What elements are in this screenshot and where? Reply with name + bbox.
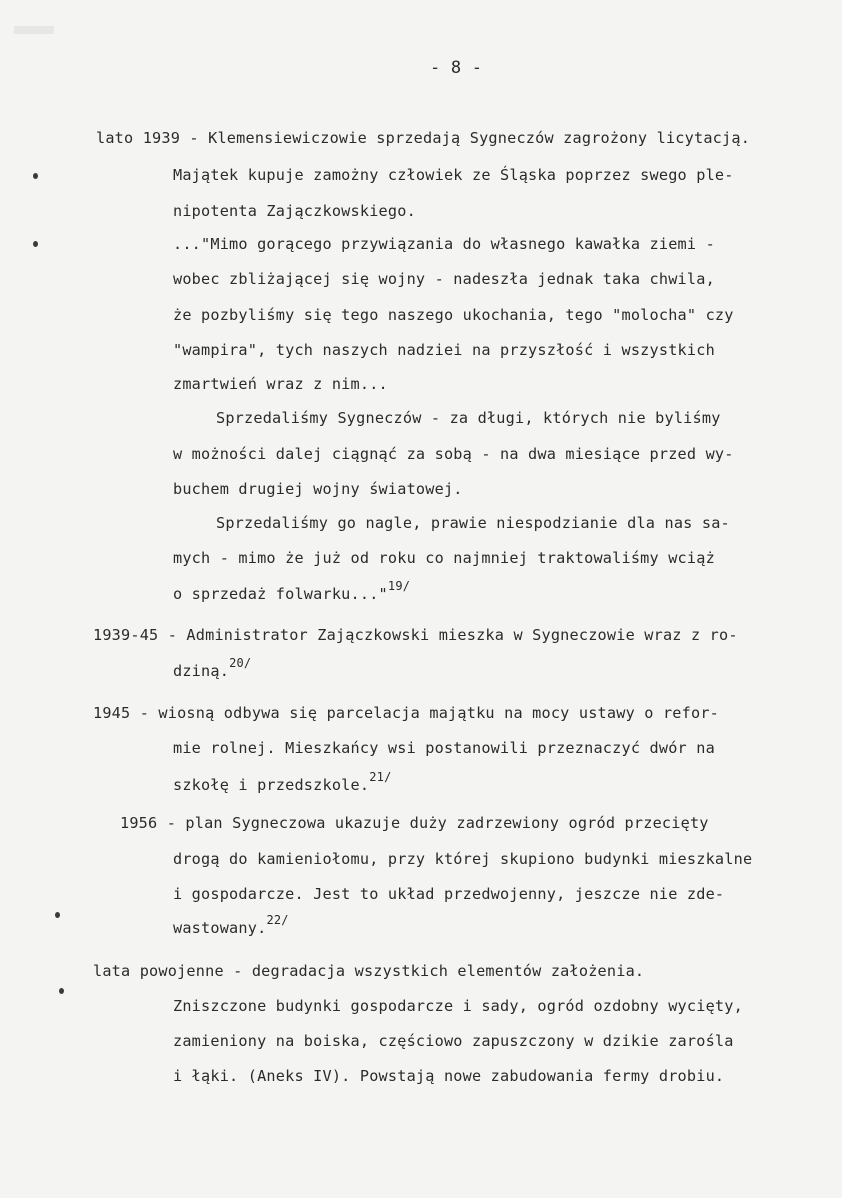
text-line: ..."Mimo gorącego przywiązania do własnego kawałka ziemi - [173,235,715,253]
text-line: Sprzedaliśmy Sygneczów - za długi, których nie byliśmy [216,409,721,427]
text-line: zamieniony na boiska, częściowo zapuszczony w dzikie zarośla [173,1032,734,1050]
text-line: i gospodarcze. Jest to układ przedwojenny, jeszcze nie zde- [173,885,725,903]
page-number: - 8 - [430,58,483,78]
margin-dot [59,988,64,994]
footnote-21: 21/ [369,770,392,784]
text-line: lato 1939 - Klemensiewiczowie sprzedają Sygneczów zagrożony licytacją. [96,129,751,147]
text-line-with-footnote [173,656,252,682]
text-line: 1945 - wiosną odbywa się parcelacja majątku na mocy ustawy o refor- [93,704,720,722]
text-line: że pozbyliśmy się tego naszego ukochania, tego "molocha" czy [173,306,734,324]
text-line: Zniszczone budynki gospodarcze i sady, ogród ozdobny wycięty, [173,997,743,1015]
text-span: szkołę i przedszkole. [173,776,370,794]
text-line: "wampira", tych naszych nadziei na przyszłość i wszystkich [173,341,715,359]
text-line: 1956 - plan Sygneczowa ukazuje duży zadrzewiony ogród przecięty [120,814,709,832]
text-line: i łąki. (Aneks IV). Powstają nowe zabudowania fermy drobiu. [173,1067,725,1085]
margin-dot [55,912,60,918]
text-line: Sprzedaliśmy go nagle, prawie niespodzianie dla nas sa- [216,514,730,532]
text-line: lata powojenne - degradacja wszystkich elementów założenia. [93,962,645,980]
text-line: drogą do kamieniołomu, przy której skupiono budynki mieszkalne [173,850,753,868]
text-line-with-footnote [173,579,411,605]
text-line: wobec zbliżającej się wojny - nadeszła jednak taka chwila, [173,270,715,288]
margin-dot [33,173,38,179]
margin-dot [33,241,38,247]
scan-mark [14,26,54,34]
text-line: buchem drugiej wojny światowej. [173,480,463,498]
text-line: mie rolnej. Mieszkańcy wsi postanowili przeznaczyć dwór na [173,739,715,757]
text-line-with-footnote [173,770,392,796]
footnote-19: 19/ [387,579,411,593]
footnote-22: 22/ [266,913,289,927]
text-line: nipotenta Zajączkowskiego. [173,202,416,220]
text-line: 1939-45 - Administrator Zajączkowski mieszka w Sygneczowie wraz z ro- [93,626,738,644]
footnote-20: 20/ [229,656,252,670]
text-span: wastowany. [173,919,267,937]
text-span: o sprzedaż folwarku..." [173,585,388,603]
text-line: zmartwień wraz z nim... [173,375,388,393]
text-span: dziną. [173,662,230,680]
text-line-with-footnote [173,913,289,939]
text-line: mych - mimo że już od roku co najmniej traktowaliśmy wciąż [173,549,715,567]
text-line: Majątek kupuje zamożny człowiek ze Śląska poprzez swego ple- [173,166,734,184]
text-line: w możności dalej ciągnąć za sobą - na dwa miesiące przed wy- [173,445,734,463]
